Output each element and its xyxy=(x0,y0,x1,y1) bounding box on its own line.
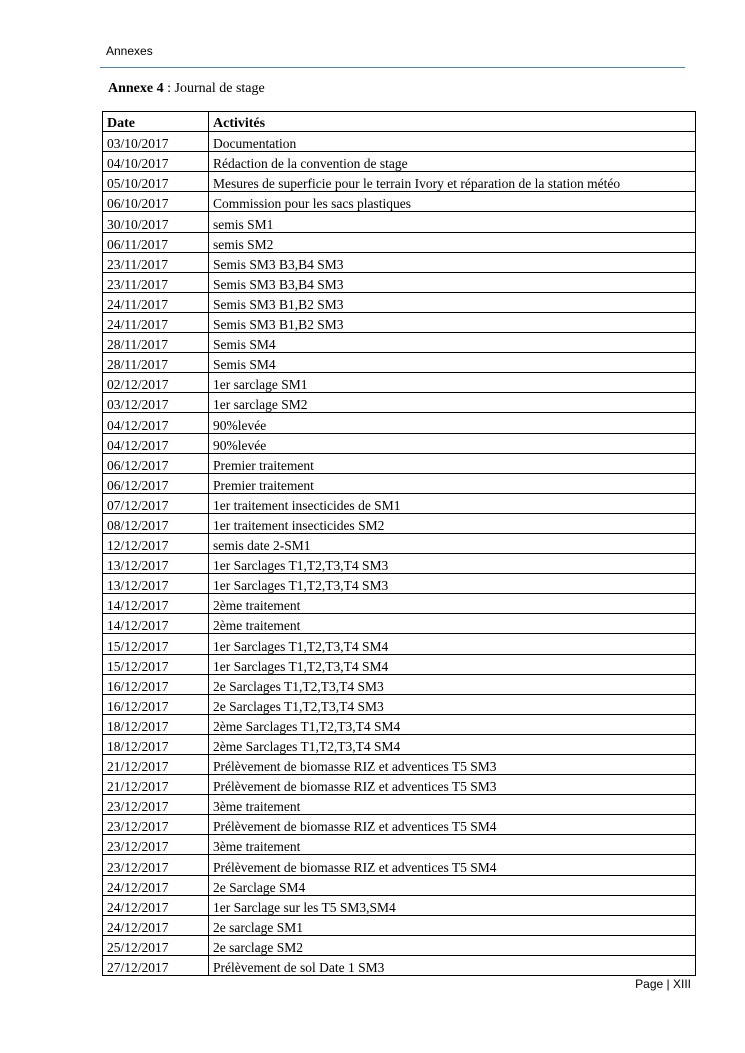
table-row xyxy=(103,694,696,714)
cell-date: 23/11/2017 xyxy=(103,272,209,292)
table-row xyxy=(103,533,696,553)
cell-activite: 90%levée xyxy=(209,413,696,433)
cell-date: 08/12/2017 xyxy=(103,513,209,533)
cell-activite: Rédaction de la convention de stage xyxy=(209,152,696,172)
cell-date: 03/12/2017 xyxy=(103,393,209,413)
table-row xyxy=(103,554,696,574)
table-row xyxy=(103,815,696,835)
cell-activite: Semis SM3 B1,B2 SM3 xyxy=(209,312,696,332)
table-row xyxy=(103,252,696,272)
cell-date: 04/10/2017 xyxy=(103,152,209,172)
column-header-date: Date xyxy=(103,112,209,132)
table-row xyxy=(103,795,696,815)
table-row xyxy=(103,192,696,212)
cell-activite: 2ème traitement xyxy=(209,614,696,634)
caption-text: Journal de stage xyxy=(174,81,265,96)
cell-activite: 1er Sarclages T1,T2,T3,T4 SM4 xyxy=(209,634,696,654)
cell-date: 24/12/2017 xyxy=(103,875,209,895)
cell-activite: semis date 2-SM1 xyxy=(209,533,696,553)
cell-activite: 1er traitement insecticides SM2 xyxy=(209,513,696,533)
cell-activite: 2ème Sarclages T1,T2,T3,T4 SM4 xyxy=(209,714,696,734)
cell-activite: 2e sarclage SM2 xyxy=(209,935,696,955)
cell-date: 16/12/2017 xyxy=(103,694,209,714)
running-header xyxy=(106,44,153,58)
table-row xyxy=(103,493,696,513)
cell-date: 13/12/2017 xyxy=(103,554,209,574)
table-row xyxy=(103,373,696,393)
table-row xyxy=(103,775,696,795)
table-row xyxy=(103,634,696,654)
footer-page-label: Page xyxy=(635,977,664,991)
cell-date: 03/10/2017 xyxy=(103,132,209,152)
table-row xyxy=(103,614,696,634)
cell-date: 06/12/2017 xyxy=(103,473,209,493)
table-row xyxy=(103,172,696,192)
cell-date: 05/10/2017 xyxy=(103,172,209,192)
cell-date: 13/12/2017 xyxy=(103,574,209,594)
table-row xyxy=(103,855,696,875)
cell-activite: 1er Sarclages T1,T2,T3,T4 SM3 xyxy=(209,574,696,594)
table-row xyxy=(103,574,696,594)
table-row xyxy=(103,272,696,292)
cell-date: 06/11/2017 xyxy=(103,232,209,252)
table-row xyxy=(103,674,696,694)
table-row xyxy=(103,212,696,232)
cell-activite: 1er Sarclages T1,T2,T3,T4 SM3 xyxy=(209,554,696,574)
table-row xyxy=(103,473,696,493)
cell-activite: Semis SM3 B3,B4 SM3 xyxy=(209,252,696,272)
footer-page-number: XIII xyxy=(672,977,691,991)
cell-date: 21/12/2017 xyxy=(103,755,209,775)
header-divider xyxy=(100,67,685,68)
table-row xyxy=(103,312,696,332)
cell-date: 15/12/2017 xyxy=(103,654,209,674)
cell-date: 24/12/2017 xyxy=(103,895,209,915)
cell-activite: Prélèvement de biomasse RIZ et adventices T5 SM4 xyxy=(209,815,696,835)
cell-date: 25/12/2017 xyxy=(103,935,209,955)
table-body xyxy=(103,132,696,976)
cell-activite: Semis SM3 B3,B4 SM3 xyxy=(209,272,696,292)
cell-activite: semis SM1 xyxy=(209,212,696,232)
cell-date: 02/12/2017 xyxy=(103,373,209,393)
table-row xyxy=(103,935,696,955)
cell-activite: 3ème traitement xyxy=(209,795,696,815)
cell-date: 18/12/2017 xyxy=(103,714,209,734)
cell-activite: 2e Sarclages T1,T2,T3,T4 SM3 xyxy=(209,674,696,694)
cell-date: 23/12/2017 xyxy=(103,815,209,835)
cell-activite: Premier traitement xyxy=(209,473,696,493)
cell-date: 04/12/2017 xyxy=(103,413,209,433)
table-row xyxy=(103,955,696,975)
table-row xyxy=(103,433,696,453)
cell-activite: 2e Sarclages T1,T2,T3,T4 SM3 xyxy=(209,694,696,714)
table-row xyxy=(103,152,696,172)
cell-date: 23/11/2017 xyxy=(103,252,209,272)
table-row xyxy=(103,513,696,533)
table-row xyxy=(103,232,696,252)
cell-date: 24/11/2017 xyxy=(103,292,209,312)
cell-date: 24/11/2017 xyxy=(103,312,209,332)
caption-label: Annexe 4 xyxy=(108,81,164,96)
cell-activite: Commission pour les sacs plastiques xyxy=(209,192,696,212)
cell-date: 14/12/2017 xyxy=(103,594,209,614)
cell-date: 28/11/2017 xyxy=(103,353,209,373)
cell-activite: 1er traitement insecticides de SM1 xyxy=(209,493,696,513)
table-caption xyxy=(108,81,265,97)
cell-activite: Semis SM4 xyxy=(209,353,696,373)
table-row xyxy=(103,453,696,473)
cell-date: 06/12/2017 xyxy=(103,453,209,473)
cell-activite: Prélèvement de sol Date 1 SM3 xyxy=(209,955,696,975)
table-row xyxy=(103,755,696,775)
table-row xyxy=(103,734,696,754)
table-row xyxy=(103,714,696,734)
cell-activite: 2e Sarclage SM4 xyxy=(209,875,696,895)
page-footer xyxy=(635,977,691,991)
cell-date: 23/12/2017 xyxy=(103,855,209,875)
cell-date: 07/12/2017 xyxy=(103,493,209,513)
table-row xyxy=(103,292,696,312)
cell-date: 24/12/2017 xyxy=(103,915,209,935)
cell-date: 28/11/2017 xyxy=(103,333,209,353)
table-row xyxy=(103,132,696,152)
cell-activite: 1er Sarclage sur les T5 SM3,SM4 xyxy=(209,895,696,915)
cell-date: 12/12/2017 xyxy=(103,533,209,553)
cell-date: 15/12/2017 xyxy=(103,634,209,654)
table-header-row xyxy=(103,112,696,132)
header-title: Annexes xyxy=(106,44,153,58)
cell-date: 27/12/2017 xyxy=(103,955,209,975)
cell-activite: 3ème traitement xyxy=(209,835,696,855)
cell-activite: 90%levée xyxy=(209,433,696,453)
cell-activite: Documentation xyxy=(209,132,696,152)
cell-activite: Premier traitement xyxy=(209,453,696,473)
cell-date: 04/12/2017 xyxy=(103,433,209,453)
cell-date: 23/12/2017 xyxy=(103,835,209,855)
journal-table xyxy=(102,111,696,976)
cell-date: 18/12/2017 xyxy=(103,734,209,754)
cell-activite: Prélèvement de biomasse RIZ et adventices T5 SM4 xyxy=(209,855,696,875)
table-row xyxy=(103,333,696,353)
cell-date: 30/10/2017 xyxy=(103,212,209,232)
cell-activite: 2ème traitement xyxy=(209,594,696,614)
table-row xyxy=(103,413,696,433)
cell-activite: Prélèvement de biomasse RIZ et adventices T5 SM3 xyxy=(209,775,696,795)
table-row xyxy=(103,393,696,413)
table-row xyxy=(103,835,696,855)
cell-activite: 1er sarclage SM2 xyxy=(209,393,696,413)
caption-separator: : xyxy=(163,81,175,96)
table-row xyxy=(103,875,696,895)
cell-date: 21/12/2017 xyxy=(103,775,209,795)
cell-activite: 1er Sarclages T1,T2,T3,T4 SM4 xyxy=(209,654,696,674)
cell-activite: Semis SM4 xyxy=(209,333,696,353)
cell-activite: 2e sarclage SM1 xyxy=(209,915,696,935)
cell-date: 06/10/2017 xyxy=(103,192,209,212)
cell-date: 23/12/2017 xyxy=(103,795,209,815)
cell-date: 16/12/2017 xyxy=(103,674,209,694)
cell-date: 14/12/2017 xyxy=(103,614,209,634)
cell-activite: semis SM2 xyxy=(209,232,696,252)
table-row xyxy=(103,895,696,915)
cell-activite: Prélèvement de biomasse RIZ et adventices T5 SM3 xyxy=(209,755,696,775)
column-header-activites: Activités xyxy=(209,112,696,132)
table-row xyxy=(103,594,696,614)
footer-separator: | xyxy=(663,977,673,991)
cell-activite: Semis SM3 B1,B2 SM3 xyxy=(209,292,696,312)
cell-activite: 2ème Sarclages T1,T2,T3,T4 SM4 xyxy=(209,734,696,754)
cell-activite: Mesures de superficie pour le terrain Ivory et réparation de la station météo xyxy=(209,172,696,192)
table-row xyxy=(103,915,696,935)
table-row xyxy=(103,654,696,674)
cell-activite: 1er sarclage SM1 xyxy=(209,373,696,393)
table-row xyxy=(103,353,696,373)
